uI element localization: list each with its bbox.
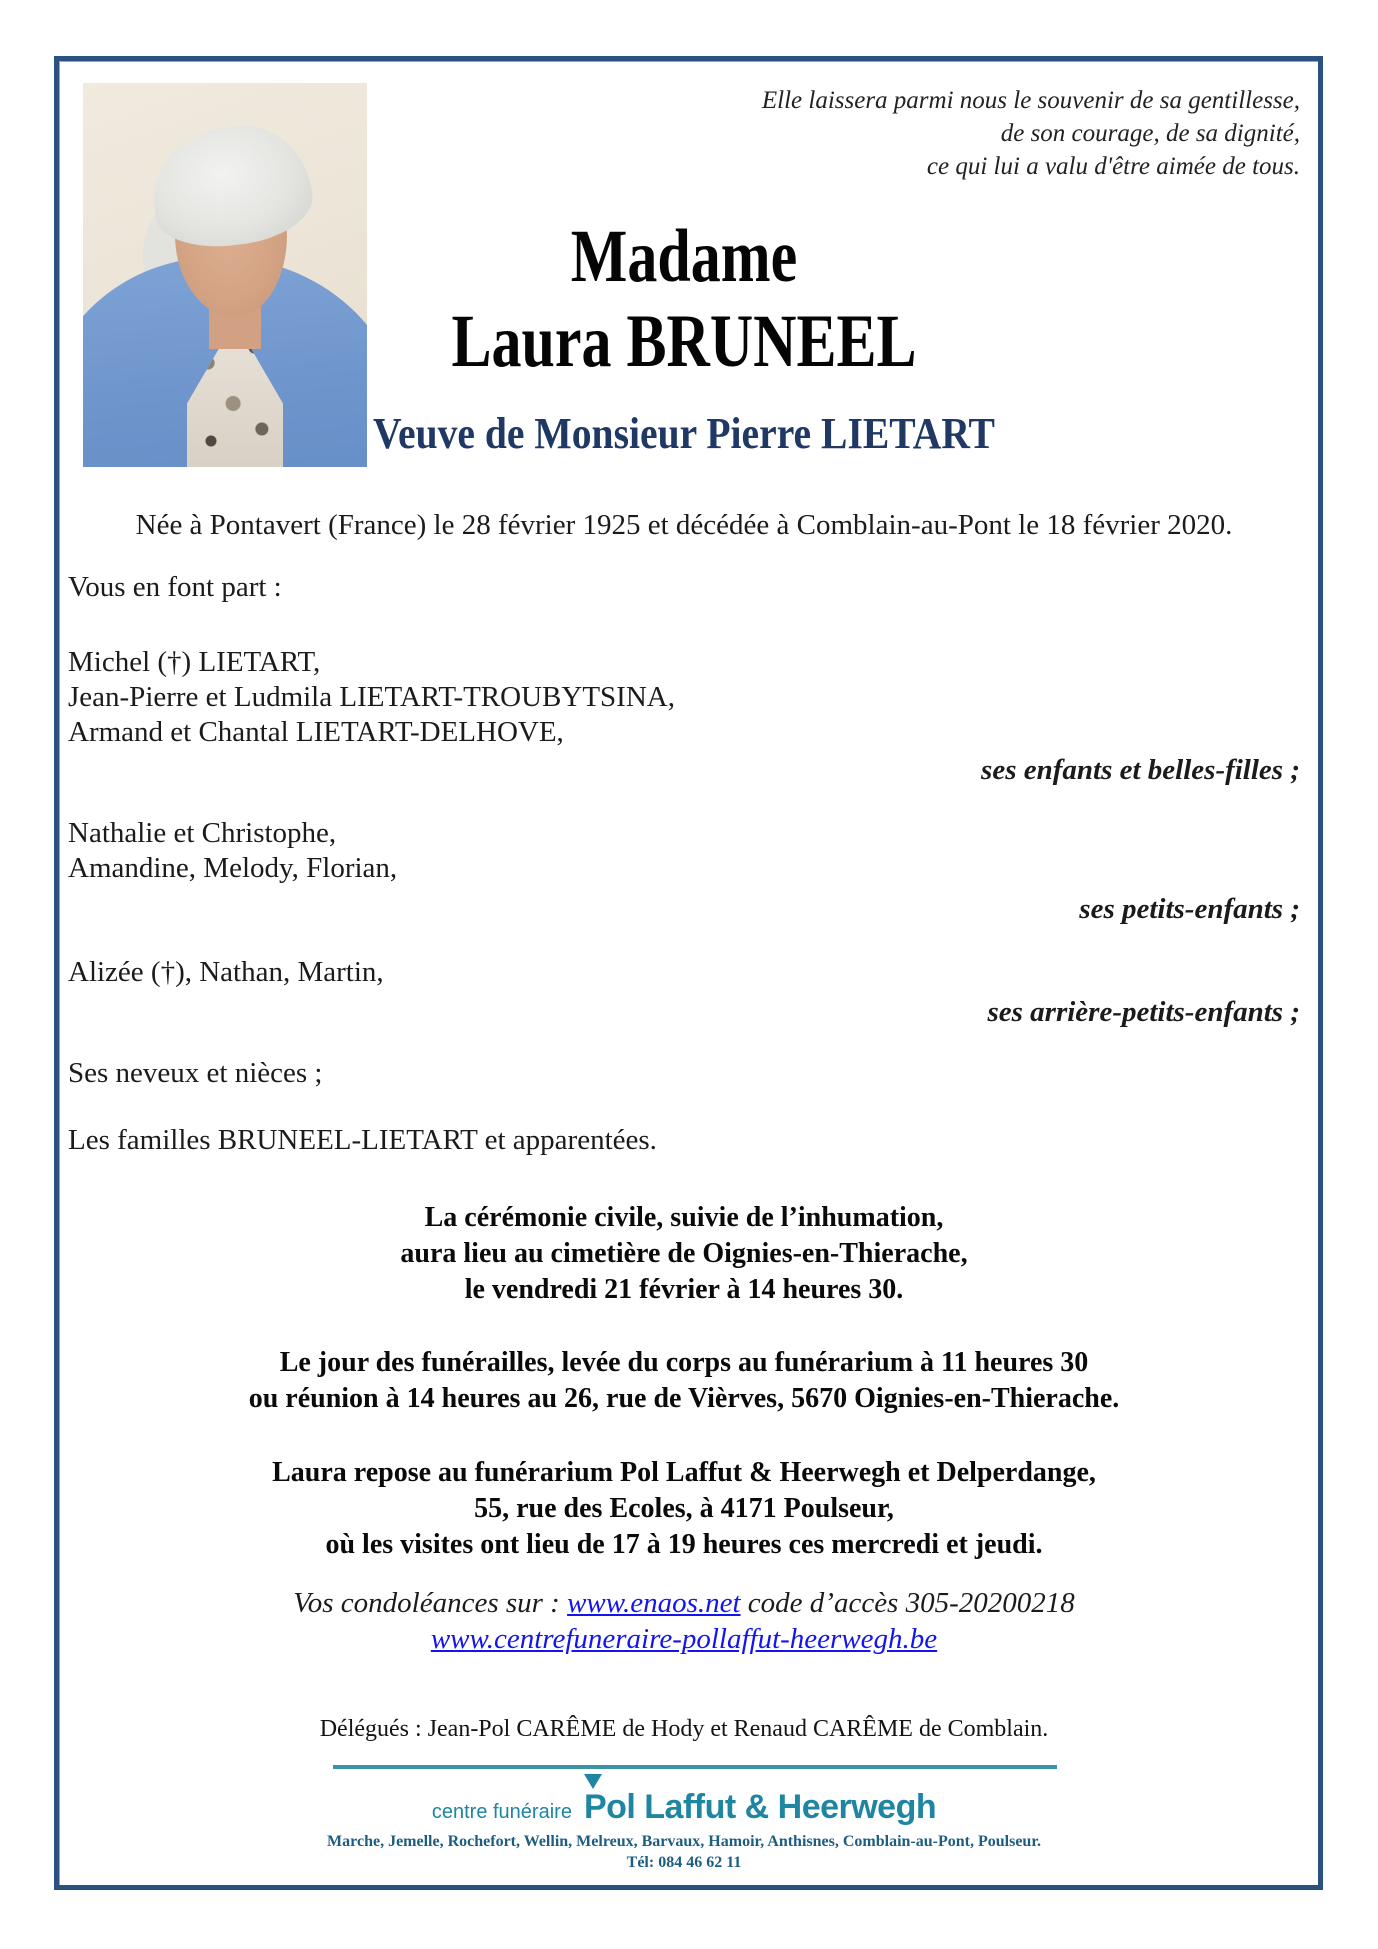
ceremony-line: où les visites ont lieu de 17 à 19 heures ces mercredi et jeudi.: [325, 1529, 1043, 1560]
brand-triangle-icon: [584, 1774, 602, 1789]
ceremony-line: ou réunion à 14 heures au 26, rue de Vièrves, 5670 Oignies-en-Thierache.: [248, 1383, 1120, 1414]
ceremony-line: Laura repose au funérarium Pol Laffut & Heerwegh et Delperdange,: [272, 1457, 1096, 1488]
quote-line: de son courage, de sa dignité,: [1000, 120, 1300, 147]
family-group-great-grandchildren: [68, 955, 1300, 990]
ceremony-paragraph: [68, 1200, 1300, 1308]
family-line: Nathalie et Christophe,: [68, 817, 337, 849]
relation-grandchildren: ses petits-enfants ;: [1079, 893, 1300, 925]
brand-small-text: centre funéraire: [431, 1801, 572, 1823]
deceased-title: [68, 214, 1300, 384]
funeral-day-paragraph: [68, 1345, 1300, 1417]
family-line: Armand et Chantal LIETART-DELHOVE,: [68, 716, 564, 748]
quote-line: ce qui lui a valu d'être aimée de tous.: [926, 153, 1300, 180]
title-madame: Madame: [570, 215, 798, 298]
ceremony-line: La cérémonie civile, suivie de l’inhumation,: [424, 1202, 944, 1233]
family-group-grandchildren: [68, 816, 1300, 886]
relation-children: ses enfants et belles-filles ;: [981, 754, 1300, 786]
ceremony-line: le vendredi 21 février à 14 heures 30.: [464, 1274, 904, 1305]
quote-line: Elle laissera parmi nous le souvenir de sa gentillesse,: [761, 87, 1300, 114]
footer-divider: [333, 1765, 1057, 1769]
funeral-home-link[interactable]: www.centrefuneraire-pollaffut-heerwegh.be: [430, 1623, 938, 1655]
brand-large-text: Pol Laffut & Heerwegh: [583, 1788, 937, 1826]
relation-great-grandchildren: ses arrière-petits-enfants ;: [987, 996, 1300, 1028]
repose-paragraph: [68, 1455, 1300, 1563]
phone-number: Tél: 084 46 62 11: [626, 1854, 742, 1871]
family-line: Jean-Pierre et Ludmila LIETART-TROUBYTSINA,: [68, 681, 675, 713]
funeral-home-logo: [68, 1788, 1300, 1827]
ceremony-line: Le jour des funérailles, levée du corps au funérarium à 11 heures 30: [279, 1347, 1089, 1378]
family-line: Amandine, Melody, Florian,: [68, 852, 398, 884]
ceremony-line: 55, rue des Ecoles, à 4171 Poulseur,: [474, 1493, 894, 1524]
birth-death-line: Née à Pontavert (France) le 28 février 1925 et décédée à Comblain-au-Pont le 18 février 2020.: [135, 509, 1233, 541]
enaos-link[interactable]: www.enaos.net: [567, 1587, 741, 1619]
funeral-home-url-line: [68, 1621, 1300, 1657]
family-group-children: [68, 645, 1300, 750]
nieces-line: Ses neveux et nièces ;: [68, 1057, 323, 1089]
family-line: Michel (†) LIETART,: [68, 646, 321, 678]
condolences-access-code: code d’accès 305-20200218: [740, 1587, 1075, 1619]
condolences-prefix: Vos condoléances sur :: [293, 1587, 568, 1619]
deceased-name: Laura BRUNEEL: [451, 300, 917, 383]
memorial-quote: [762, 84, 1300, 183]
delegates-line: Délégués : Jean-Pol CARÊME de Hody et Renaud CARÊME de Comblain.: [319, 1716, 1049, 1742]
announce-line: Vous en font part :: [68, 571, 282, 603]
ceremony-line: aura lieu au cimetière de Oignies-en-Thierache,: [400, 1238, 968, 1269]
branch-locations: Marche, Jemelle, Rochefort, Wellin, Melreux, Barvaux, Hamoir, Anthisnes, Comblain-au-Pont, Poulseur.: [327, 1833, 1041, 1850]
family-line: Alizée (†), Nathan, Martin,: [68, 956, 384, 988]
related-families-line: Les familles BRUNEEL-LIETART et apparentées.: [68, 1124, 657, 1156]
condolences-line: [68, 1585, 1300, 1621]
widow-subtitle: Veuve de Monsieur Pierre LIETART: [373, 409, 995, 458]
